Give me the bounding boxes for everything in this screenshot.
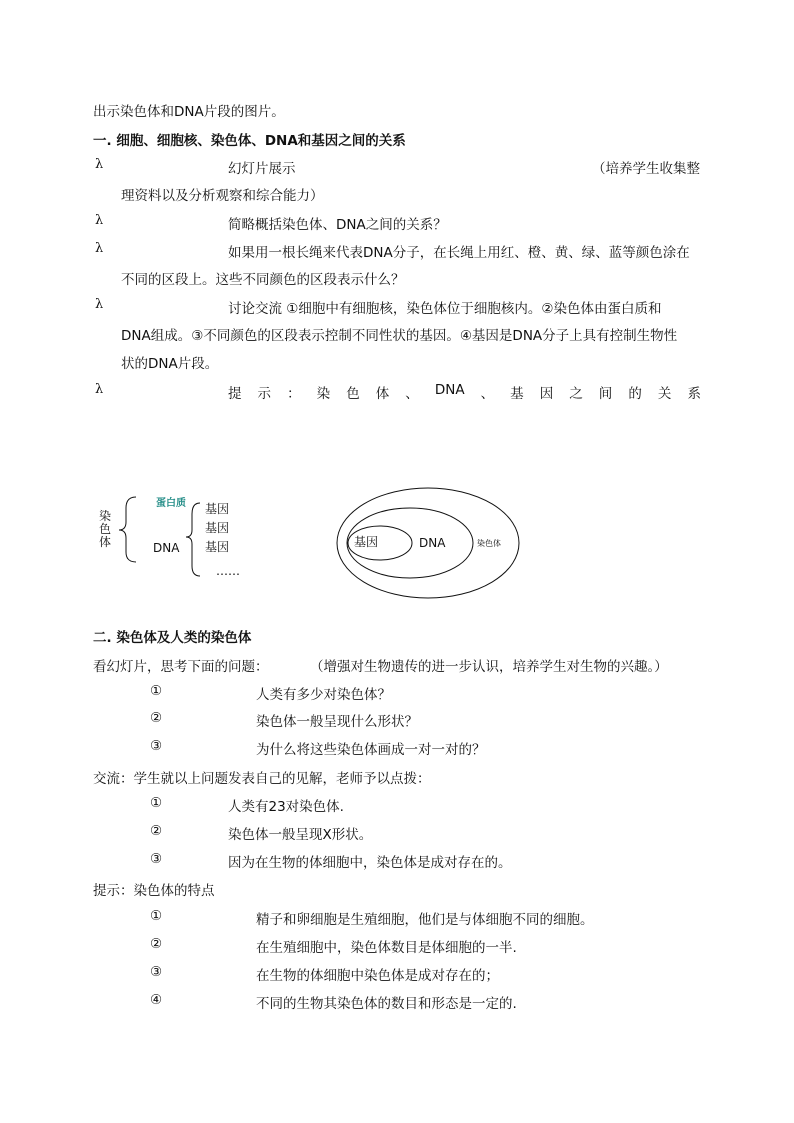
answer-text: 人类有23对染色体.	[228, 799, 344, 815]
svg-text:色: 色	[98, 522, 112, 536]
item3-line2: 不同的区段上。这些不同颜色的区段表示什么？	[121, 272, 405, 288]
chromosome-vertical-label	[99, 508, 111, 549]
feature-text: 在生殖细胞中，染色体数目是体细胞的一半.	[256, 940, 517, 956]
hint-char: DNA	[434, 382, 465, 398]
item3-line1: 如果用一根长绳来代表DNA分子，在长绳上用红、橙、黄、绿、蓝等颜色涂在	[228, 245, 690, 261]
hint-char: 系	[687, 386, 701, 402]
hint-char: 、	[480, 386, 495, 402]
section2-prompt-note: （增强对生物遗传的进一步认识，培养学生对生物的兴趣。）	[310, 659, 668, 675]
answer-number: ②	[150, 823, 163, 839]
answer-number: ①	[150, 795, 163, 811]
question-number: ③	[150, 738, 163, 754]
bullet-symbol: λ	[95, 241, 104, 256]
chromosome-diagram	[0, 480, 794, 600]
answer-number: ③	[150, 851, 163, 867]
bullet-symbol: λ	[95, 213, 104, 228]
ellipse-dna-label: DNA	[419, 536, 446, 550]
protein-label: 蛋白质	[156, 498, 186, 509]
feature-number: ①	[150, 908, 163, 924]
gene-label: 基因	[205, 521, 230, 535]
question-text: 为什么将这些染色体画成一对一对的？	[256, 742, 486, 758]
hint-char: 基	[510, 386, 524, 402]
hint-char: 染	[316, 386, 331, 402]
item1-note-cont: 理资料以及分析观察和综合能力）	[121, 188, 324, 204]
bullet-symbol: λ	[95, 297, 104, 312]
bullet-symbol: λ	[95, 382, 104, 397]
question-number: ①	[150, 683, 163, 699]
feature-number: ②	[150, 936, 163, 952]
hint-char: ：	[287, 386, 301, 402]
question-number: ②	[150, 710, 163, 726]
hint-char: 之	[569, 386, 583, 402]
left-brace	[119, 497, 136, 562]
ellipse-gene-label: 基因	[354, 535, 379, 549]
svg-text:体: 体	[98, 535, 112, 549]
feature-number: ③	[150, 964, 163, 980]
ellipse-chromosome-label: 染色体	[477, 539, 501, 548]
hint-char: 因	[539, 386, 554, 402]
item4-line1: 讨论交流 ①细胞中有细胞核，染色体位于细胞核内。②染色体由蛋白质和	[228, 301, 662, 317]
hint-char: 提	[228, 386, 242, 402]
feature-text: 精子和卵细胞是生殖细胞，他们是与体细胞不同的细胞。	[256, 912, 594, 928]
hint-char: 间	[598, 386, 613, 402]
hint-char: 体	[375, 386, 390, 402]
item1-note: （培养学生收集整	[592, 161, 700, 177]
hint-char: 色	[346, 386, 360, 402]
item4-line3: 状的DNA片段。	[121, 356, 219, 372]
hint-char: 关	[657, 386, 672, 402]
answer-text: 染色体一般呈现X形状。	[228, 827, 373, 843]
hint-char: 的	[628, 386, 642, 402]
exchange-text: 交流：学生就以上问题发表自己的见解，老师予以点拨：	[93, 771, 431, 787]
gene-label: 基因	[205, 540, 230, 554]
section2-prompt: 看幻灯片，思考下面的问题：	[93, 659, 269, 675]
intro-text: 出示染色体和DNA片段的图片。	[93, 104, 285, 120]
gene-ellipsis: ……	[216, 564, 240, 578]
dna-label: DNA	[153, 541, 180, 555]
hint-heading: 提示：染色体的特点	[93, 883, 215, 899]
feature-text: 不同的生物其染色体的数目和形态是一定的.	[256, 996, 517, 1012]
feature-number: ④	[150, 992, 163, 1008]
bullet-symbol: λ	[95, 157, 104, 172]
question-text: 人类有多少对染色体？	[256, 687, 391, 703]
section1-heading: 一. 细胞、细胞核、染色体、DNA和基因之间的关系	[93, 133, 406, 149]
item1-text: 幻灯片展示	[228, 161, 296, 177]
section2-heading: 二. 染色体及人类的染色体	[93, 630, 252, 646]
gene-brace	[186, 503, 200, 576]
feature-text: 在生物的体细胞中染色体是成对存在的；	[256, 968, 499, 984]
item4-line2: DNA组成。③不同颜色的区段表示控制不同性状的基因。④基因是DNA分子上具有控制生物性	[121, 328, 678, 344]
hint-char: 、	[405, 386, 419, 402]
item5-hint	[228, 382, 701, 402]
hint-char: 示	[257, 386, 272, 402]
gene-label: 基因	[205, 502, 230, 516]
item2-text: 简略概括染色体、DNA之间的关系？	[228, 217, 447, 233]
question-text: 染色体一般呈现什么形状？	[256, 714, 418, 730]
svg-text:染: 染	[98, 509, 112, 523]
answer-text: 因为在生物的体细胞中，染色体是成对存在的。	[228, 855, 512, 871]
